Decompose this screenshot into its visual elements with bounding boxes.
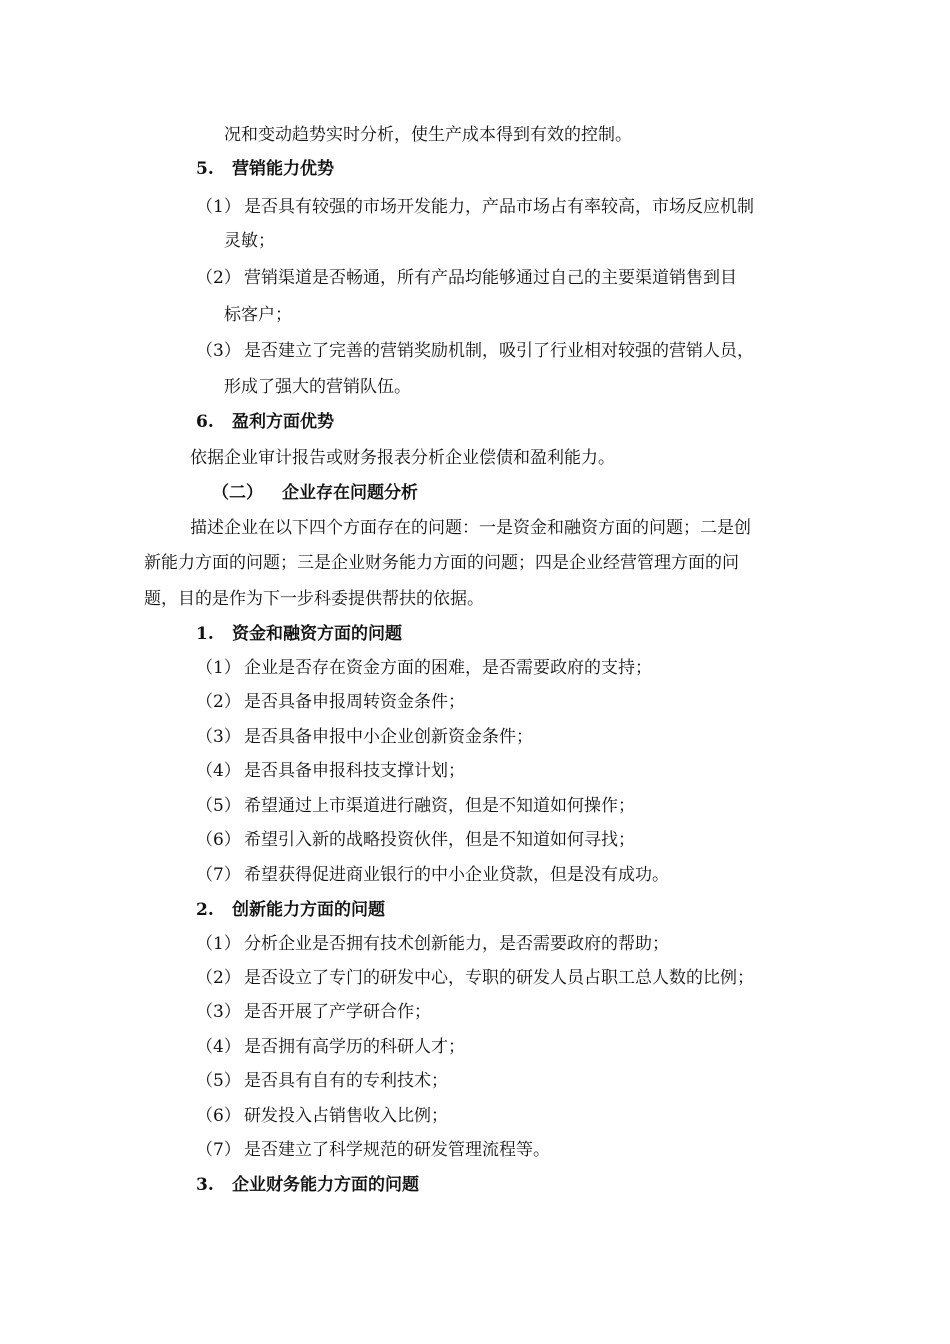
list-item [196,932,669,956]
list-item [196,1104,448,1128]
heading-title: 盈利方面优势 [232,412,334,432]
item-text: 是否具备申报周转资金条件； [244,692,465,712]
paragraph: 依据企业审计报告或财务报表分析企业偿债和盈利能力。 [190,448,615,468]
item-number: （3） [196,727,241,747]
item-number: （1） [196,197,241,217]
item-text: 是否建立了完善的营销奖励机制，吸引了行业相对较强的营销人员， [244,341,754,361]
item-number: （2） [196,968,241,988]
heading-number: 1. [196,624,214,644]
heading-title: 企业财务能力方面的问题 [232,1175,419,1195]
section-title: 企业存在问题分析 [282,483,418,503]
list-item [196,1069,448,1093]
item-number: （2） [196,268,241,288]
item-text: 企业是否存在资金方面的困难，是否需要政府的支持； [244,658,652,678]
continued-line: 况和变动趋势实时分析，使生产成本得到有效的控制。 [224,125,632,145]
item-number: （4） [196,761,241,781]
item-text: 希望获得促进商业银行的中小企业贷款，但是没有成功。 [244,865,669,885]
item-text: 研发投入占销售收入比例； [244,1106,448,1126]
item-text: 是否具有较强的市场开发能力，产品市场占有率较高，市场反应机制 [244,197,754,217]
item-text: 希望通过上市渠道进行融资，但是不知道如何操作； [244,796,635,816]
item-text: 是否具有自有的专利技术； [244,1071,448,1091]
list-item [196,828,635,852]
item-number: （4） [196,1037,241,1057]
section-number: （二） [212,483,263,503]
item-number: （3） [196,1002,241,1022]
heading-title: 营销能力优势 [232,159,334,179]
paragraph-line: 描述企业在以下四个方面存在的问题：一是资金和融资方面的问题；二是创 [190,518,751,538]
heading-number: 5. [196,159,214,179]
heading-finance-issues [196,1173,419,1197]
list-item-continuation: 标客户； [224,305,292,325]
item-text: 是否开展了产学研合作； [244,1002,431,1022]
list-item [196,1035,465,1059]
heading-innovation-issues [196,898,385,922]
list-item [196,195,754,219]
item-number: （1） [196,658,241,678]
heading-funding-issues [196,622,402,646]
list-item [196,1138,550,1162]
list-item [196,656,652,680]
item-number: （6） [196,830,241,850]
item-text: 营销渠道是否畅通，所有产品均能够通过自己的主要渠道销售到目 [244,268,737,288]
item-number: （2） [196,692,241,712]
item-number: （3） [196,341,241,361]
item-text: 是否具备申报科技支撑计划； [244,761,465,781]
heading-title: 创新能力方面的问题 [232,900,385,920]
list-item [196,966,754,990]
item-number: （1） [196,934,241,954]
item-text: 是否拥有高学历的科研人才； [244,1037,465,1057]
heading-number: 6. [196,412,214,432]
item-number: （5） [196,796,241,816]
section-heading [212,481,418,505]
list-item [196,725,533,749]
list-item [196,339,754,363]
heading-marketing-advantage [196,157,334,181]
list-item [196,266,737,290]
heading-number: 2. [196,900,214,920]
paragraph-line: 新能力方面的问题；三是企业财务能力方面的问题；四是企业经营管理方面的问 [144,553,739,573]
item-text: 是否设立了专门的研发中心，专职的研发人员占职工总人数的比例； [244,968,754,988]
list-item-continuation: 形成了强大的营销队伍。 [224,377,411,397]
item-text: 分析企业是否拥有技术创新能力，是否需要政府的帮助； [244,934,669,954]
item-number: （7） [196,865,241,885]
heading-number: 3. [196,1175,214,1195]
item-number: （5） [196,1071,241,1091]
list-item [196,759,465,783]
list-item [196,863,669,887]
list-item [196,1000,431,1024]
item-text: 希望引入新的战略投资伙伴，但是不知道如何寻找； [244,830,635,850]
list-item-continuation: 灵敏； [224,231,275,251]
list-item [196,794,635,818]
item-number: （7） [196,1140,241,1160]
paragraph-line: 题，目的是作为下一步科委提供帮扶的依据。 [144,589,484,609]
heading-profit-advantage [196,410,334,434]
item-number: （6） [196,1106,241,1126]
heading-title: 资金和融资方面的问题 [232,624,402,644]
item-text: 是否具备申报中小企业创新资金条件； [244,727,533,747]
item-text: 是否建立了科学规范的研发管理流程等。 [244,1140,550,1160]
list-item [196,690,465,714]
